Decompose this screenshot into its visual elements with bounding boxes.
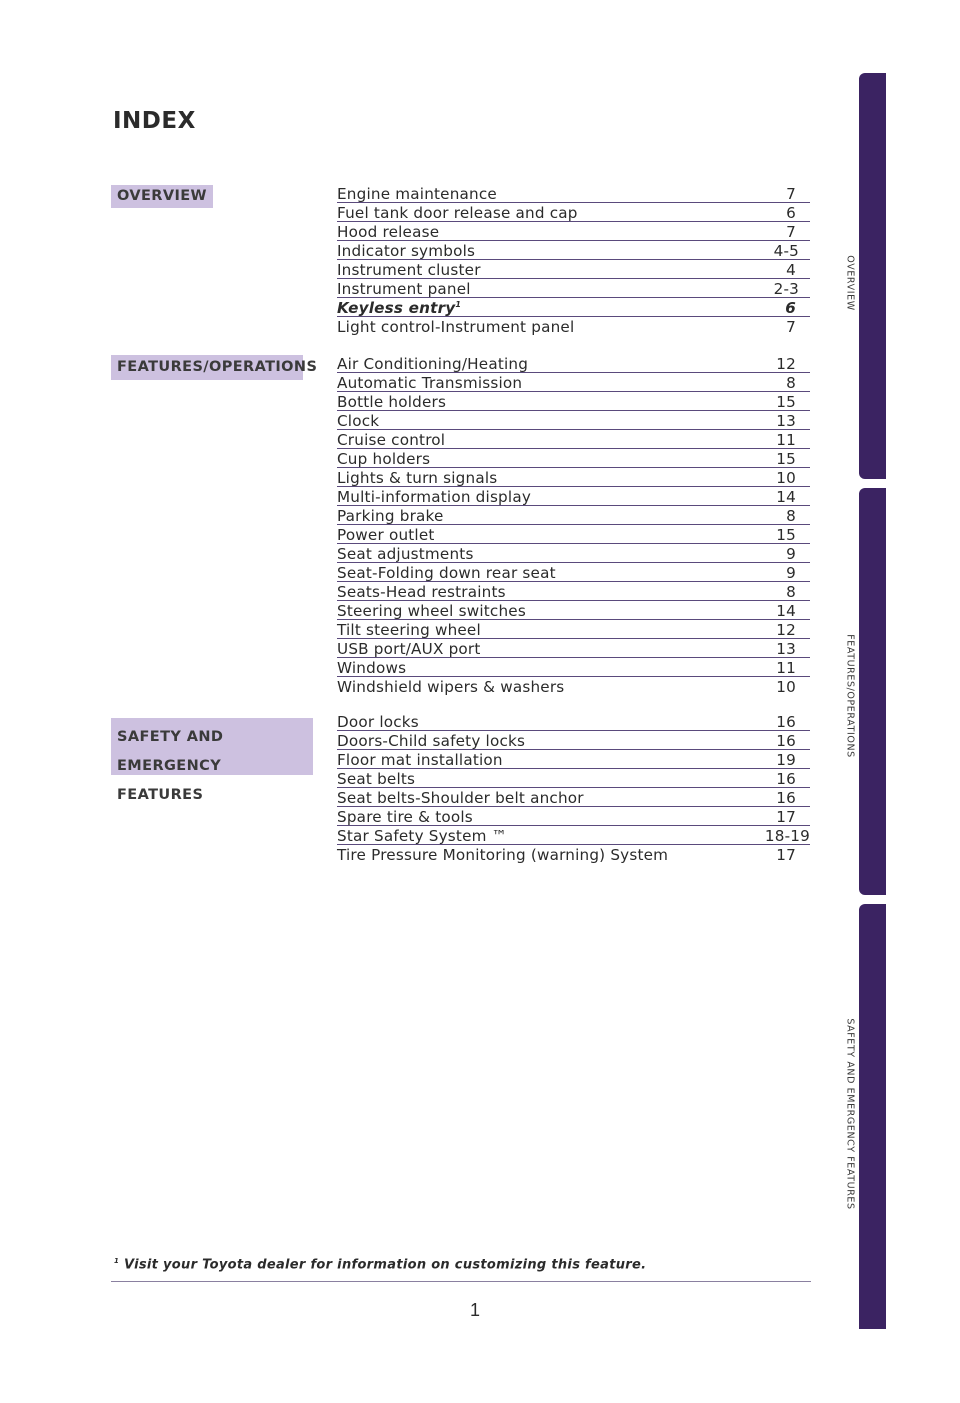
entry-page: 14: [776, 488, 796, 506]
index-entry[interactable]: [337, 525, 810, 544]
index-entry[interactable]: [337, 658, 810, 677]
entry-name: Doors-Child safety locks: [337, 732, 526, 750]
entry-name: Seat belts: [337, 770, 416, 788]
index-entry[interactable]: [337, 620, 810, 639]
entry-page: 6: [785, 299, 796, 317]
entry-name: Seats-Head restraints: [337, 583, 506, 601]
entry-page: 16: [776, 713, 796, 731]
side-label-text: FEATURES/OPERATIONS: [844, 634, 856, 758]
entry-page: 9: [786, 564, 796, 582]
entry-name: Light control-Instrument panel: [337, 318, 575, 336]
index-entry[interactable]: [337, 203, 810, 222]
index-entry[interactable]: [337, 354, 810, 373]
entry-page: 15: [776, 450, 796, 468]
index-entry[interactable]: [337, 544, 810, 563]
index-entry[interactable]: [337, 750, 810, 769]
entry-page: 18-19: [764, 827, 810, 845]
index-entry[interactable]: [337, 807, 810, 826]
side-tab-features[interactable]: [859, 488, 886, 895]
entry-name: Seat-Folding down rear seat: [337, 564, 556, 582]
entry-page: 19: [776, 751, 796, 769]
index-entry[interactable]: [337, 769, 810, 788]
entry-name: Door locks: [337, 713, 419, 731]
footnote-marker: 1: [455, 299, 462, 309]
index-entry[interactable]: [337, 241, 810, 260]
entry-name: Steering wheel switches: [337, 602, 526, 620]
entry-name: Multi-information display: [337, 488, 532, 506]
entry-page: 13: [776, 640, 796, 658]
index-entry[interactable]: [337, 788, 810, 807]
side-tab-overview[interactable]: [859, 73, 886, 479]
entry-name: USB port/AUX port: [337, 640, 481, 658]
section-label-safety: [111, 718, 313, 803]
index-entry[interactable]: [337, 845, 810, 863]
entry-name: Engine maintenance: [337, 185, 497, 203]
entry-name: Indicator symbols: [337, 242, 476, 260]
entry-name: Clock: [337, 412, 380, 430]
page-number: 1: [470, 1300, 481, 1320]
side-tab-safety[interactable]: [859, 904, 886, 1329]
index-entry[interactable]: [337, 392, 810, 411]
entry-page: 7: [786, 318, 796, 336]
entry-name: Fuel tank door release and cap: [337, 204, 578, 222]
entry-name: Cup holders: [337, 450, 431, 468]
entry-name: Seat adjustments: [337, 545, 474, 563]
entry-page: 17: [776, 808, 796, 826]
index-entry[interactable]: [337, 430, 810, 449]
page-title: INDEX: [113, 108, 196, 134]
entry-name: Spare tire & tools: [337, 808, 473, 826]
section-label-line: EMERGENCY FEATURES: [117, 758, 222, 803]
entry-name: Lights & turn signals: [337, 469, 498, 487]
index-entry[interactable]: [337, 449, 810, 468]
index-entry[interactable]: [337, 260, 810, 279]
section-label-features: FEATURES/OPERATIONS: [111, 355, 303, 380]
entry-name: Seat belts-Shoulder belt anchor: [337, 789, 584, 807]
index-entry[interactable]: [337, 222, 810, 241]
features-entries: [337, 354, 810, 695]
side-label-text: SAFETY AND EMERGENCY FEATURES: [844, 1018, 856, 1210]
entry-page: 12: [776, 355, 796, 373]
index-entry[interactable]: [337, 582, 810, 601]
footnote: [114, 1257, 646, 1272]
index-entry[interactable]: [337, 826, 810, 845]
index-entry[interactable]: [337, 373, 810, 392]
side-label-text: OVERVIEW: [844, 255, 856, 311]
entry-page: 15: [776, 393, 796, 411]
entry-page: 14: [776, 602, 796, 620]
entry-page: 11: [776, 659, 796, 677]
index-entry[interactable]: [337, 712, 810, 731]
entry-page: 11: [776, 431, 796, 449]
entry-page: 10: [776, 469, 796, 487]
entry-page: 6: [786, 204, 796, 222]
entry-page: 16: [776, 770, 796, 788]
entry-name: Tire Pressure Monitoring (warning) System: [337, 846, 669, 864]
entry-page: 15: [776, 526, 796, 544]
section-label-overview: OVERVIEW: [111, 185, 213, 208]
entry-page: 9: [786, 545, 796, 563]
safety-entries: [337, 712, 810, 863]
index-entry[interactable]: [337, 677, 810, 695]
entry-name: Star Safety System ™: [337, 827, 508, 845]
entry-name: Instrument cluster: [337, 261, 481, 279]
entry-page: 2-3: [773, 280, 799, 298]
footer-divider: [111, 1281, 811, 1282]
index-entry[interactable]: [337, 487, 810, 506]
footnote-marker: 1: [114, 1257, 120, 1265]
index-entry[interactable]: [337, 279, 810, 298]
entry-page: 4: [786, 261, 796, 279]
entry-name: Air Conditioning/Heating: [337, 355, 529, 373]
entry-page: 16: [776, 732, 796, 750]
entry-name: Parking brake: [337, 507, 444, 525]
index-entry[interactable]: [337, 411, 810, 430]
index-entry[interactable]: [337, 601, 810, 620]
entry-name: Automatic Transmission: [337, 374, 523, 392]
overview-entries: [337, 184, 810, 335]
entry-name: Instrument panel: [337, 280, 471, 298]
entry-page: 8: [786, 583, 796, 601]
entry-name: Floor mat installation: [337, 751, 503, 769]
entry-page: 12: [776, 621, 796, 639]
index-entry[interactable]: [337, 506, 810, 525]
entry-name: Keyless entry: [337, 299, 456, 317]
entry-name: Hood release: [337, 223, 440, 241]
entry-name: Windows: [337, 659, 407, 677]
index-entry[interactable]: [337, 563, 810, 582]
entry-page: 10: [776, 678, 796, 696]
entry-page: 8: [786, 507, 796, 525]
entry-page: 8: [786, 374, 796, 392]
index-entry[interactable]: [337, 639, 810, 658]
entry-page: 13: [776, 412, 796, 430]
entry-name: Windshield wipers & washers: [337, 678, 565, 696]
index-entry[interactable]: [337, 184, 810, 203]
footnote-text: Visit your Toyota dealer for information on customizing this feature.: [119, 1257, 647, 1273]
entry-page: 16: [776, 789, 796, 807]
index-entry[interactable]: [337, 468, 810, 487]
entry-name: Power outlet: [337, 526, 435, 544]
entry-page: 4-5: [773, 242, 799, 260]
index-entry[interactable]: [337, 298, 810, 317]
entry-name: Cruise control: [337, 431, 446, 449]
entry-page: 7: [786, 223, 796, 241]
entry-name: Bottle holders: [337, 393, 447, 411]
index-entry[interactable]: [337, 731, 810, 750]
index-entry[interactable]: [337, 317, 810, 335]
entry-name: Tilt steering wheel: [337, 621, 481, 639]
section-label-line: SAFETY AND: [117, 729, 224, 745]
entry-page: 17: [776, 846, 796, 864]
entry-page: 7: [786, 185, 796, 203]
